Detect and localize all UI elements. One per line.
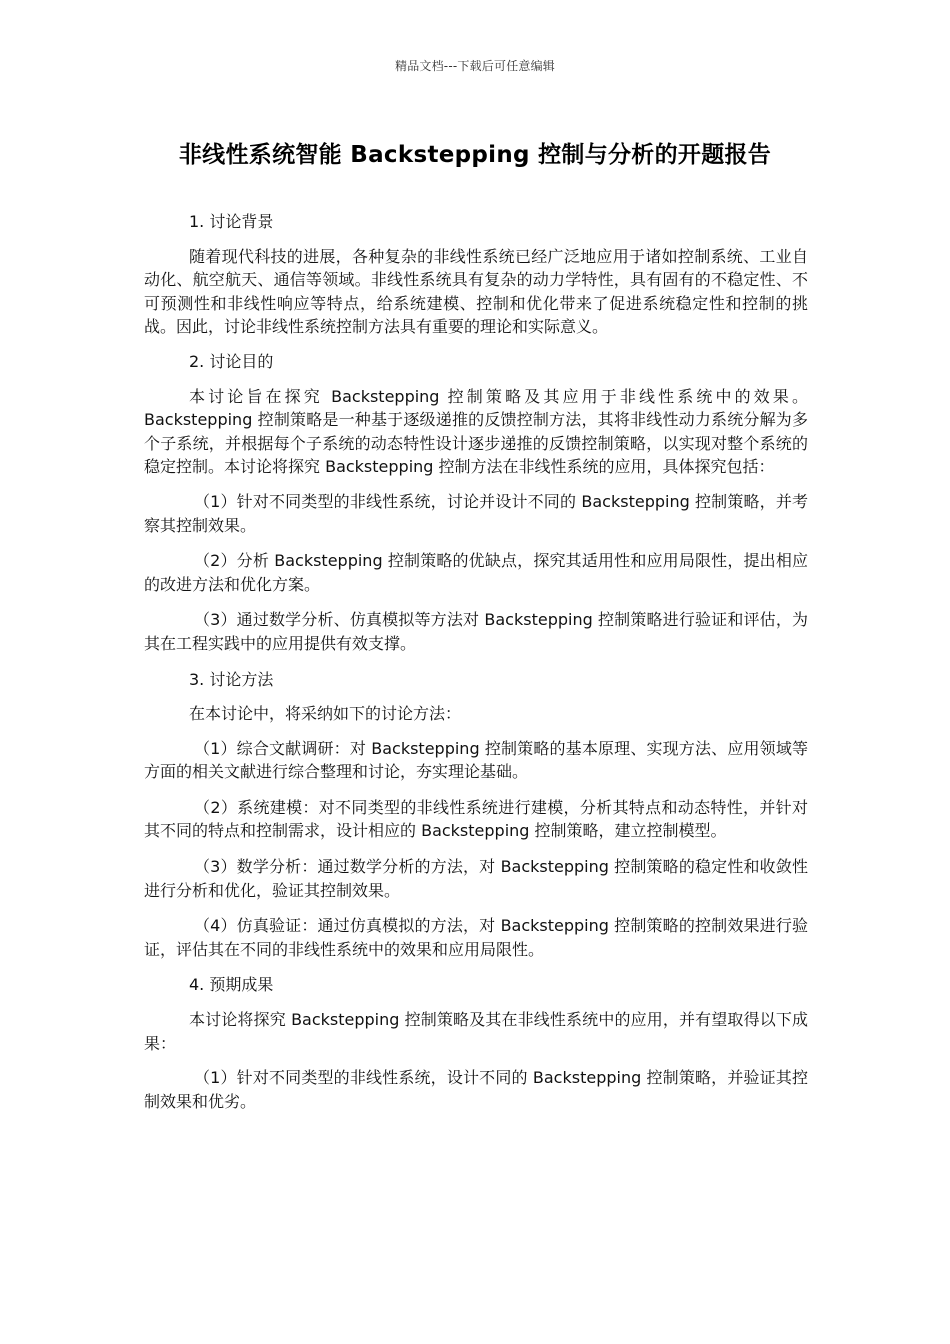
document-body [144,210,808,1125]
section-paragraph: 在本讨论中，将采纳如下的讨论方法： [189,704,462,724]
section-heading-background: 1. 讨论背景 [189,212,274,231]
page-header-watermark: 精品文档---下载后可任意编辑 [395,59,555,73]
list-item: （4）仿真验证：通过仿真模拟的方法，对 Backstepping 控制策略的控制效果进行验证，评估其在不同的非线性系统中的效果和应用局限性。 [144,916,808,959]
list-item: （1）针对不同类型的非线性系统，讨论并设计不同的 Backstepping 控制策略，并考察其控制效果。 [144,491,808,535]
list-item: （3）数学分析：通过数学分析的方法，对 Backstepping 控制策略的稳定性和收敛性进行分析和优化，验证其控制效果。 [144,857,808,900]
section-heading-method: 3. 讨论方法 [189,669,274,689]
document-title: 非线性系统智能 Backstepping 控制与分析的开题报告 [178,142,772,168]
section-paragraph: 随着现代科技的进展，各种复杂的非线性系统已经广泛地应用于诸如控制系统、工业自动化、航空航天、通信等领域。非线性系统具有复杂的动力学特性，具有固有的不稳定性、不可预测性和非线性响应等特点，给系统建模、控制和优化带来了促进系统稳定性和控制的挑战。因此，讨论非线性系统控制方法具有重要的理论和实际意义。 [144,246,808,337]
list-item: （1）针对不同类型的非线性系统，设计不同的 Backstepping 控制策略，并验证其控制效果和优劣。 [144,1068,808,1111]
section-paragraph: 本讨论旨在探究 Backstepping 控制策略及其应用于非线性系统中的效果。Backstepping 控制策略是一种基于逐级递推的反馈控制方法，其将非线性动力系统分解为多个子系统，并根据每个子系统的动态特性设计逐步递推的反馈控制策略，以实现对整个系统的稳定控制。本讨论将探究 Backstepping 控制方法在非线性系统的应用，具体探究包括： [144,386,808,477]
section-heading-purpose: 2. 讨论目的 [189,351,274,371]
list-item: （3）通过数学分析、仿真模拟等方法对 Backstepping 控制策略进行验证和评估，为其在工程实践中的应用提供有效支撑。 [144,610,808,653]
list-item: （2）分析 Backstepping 控制策略的优缺点，探究其适用性和应用局限性，提出相应的改进方法和优化方案。 [144,551,808,594]
list-item: （1）综合文献调研：对 Backstepping 控制策略的基本原理、实现方法、应用领域等方面的相关文献进行综合整理和讨论，夯实理论基础。 [144,738,808,782]
section-paragraph: 本讨论将探究 Backstepping 控制策略及其在非线性系统中的应用，并有望取得以下成果： [144,1010,808,1053]
section-heading-expected-results: 4. 预期成果 [189,975,274,995]
list-item: （2）系统建模：对不同类型的非线性系统进行建模，分析其特点和动态特性，并针对其不同的特点和控制需求，设计相应的 Backstepping 控制策略，建立控制模型。 [144,797,808,841]
